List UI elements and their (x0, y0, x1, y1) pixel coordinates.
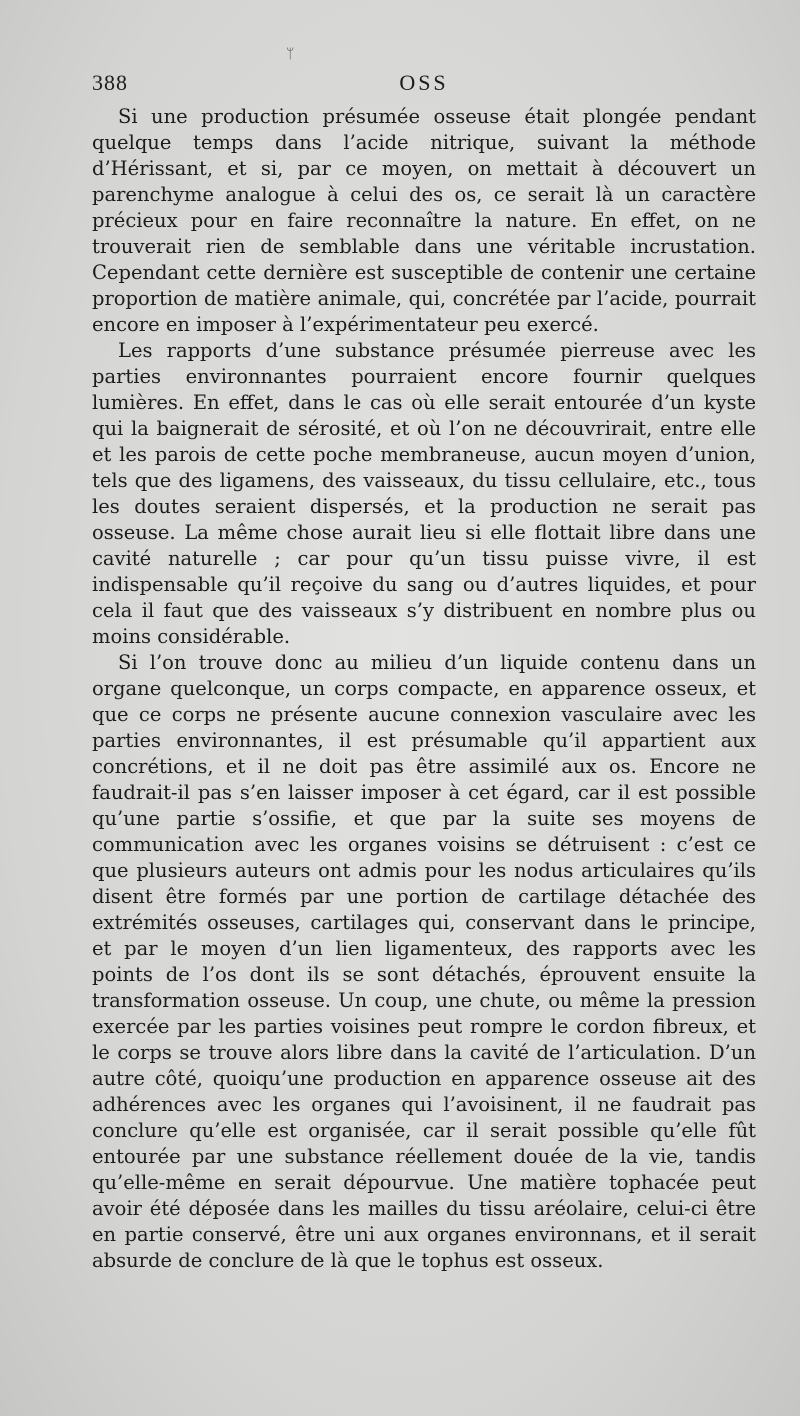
book-page (92, 70, 756, 1274)
print-speck: ᛘ (286, 46, 295, 62)
text-block (92, 104, 756, 1274)
page-number: 388 (92, 70, 128, 95)
running-title: OSS (399, 70, 449, 95)
paragraph-2: Les rapports d’une substance présumée pierreuse avec les parties environnantes pourraient encore fournir quelques lumières. En effet, dans le cas où elle serait entourée d’un kyste qui la baignerait de sérosité, et où l’on ne découvrirait, entre elle et les parois de cette poche membraneuse, aucun moyen d’union, tels que des ligamens, des vaisseaux, du tissu cellulaire, etc., tous les doutes seraient dispersés, et la production ne serait pas osseuse. La même chose aurait lieu si elle flottait libre dans une cavité naturelle ; car pour qu’un tissu puisse vivre, il est indispensable qu’il reçoive du sang ou d’autres liquides, et pour cela il faut que des vaisseaux s’y distribuent en nombre plus ou moins considérable. (92, 339, 756, 648)
paragraph-3: Si l’on trouve donc au milieu d’un liquide contenu dans un organe quelconque, un corps compacte, en apparence osseux, et que ce corps ne présente aucune connexion vasculaire avec les parties environnantes, il est présumable qu’il appartient aux concrétions, et il ne doit pas être assimilé aux os. Encore ne faudrait-il pas s’en laisser imposer à cet égard, car il est possible qu’une partie s’ossifie, et que par la suite ses moyens de communication avec les organes voisins se détruisent : c’est ce que plusieurs auteurs ont admis pour les nodus articulaires qu’ils disent être formés par une portion de cartilage détachée des extrémités osseuses, cartilages qui, conservant dans le principe, et par le moyen d’un lien ligamenteux, des rapports avec les points de l’os dont ils se sont détachés, éprouvent ensuite la transformation osseuse. Un coup, une chute, ou même la pression exercée par les parties voisines peut rompre le cordon fibreux, et le corps se trouve alors libre dans la cavité de l’articulation. D’un autre côté, quoiqu’une production en apparence osseuse ait des adhérences avec les organes qui l’avoisinent, il ne faudrait pas conclure qu’elle est organisée, car il serait possible qu’elle fût entourée par une substance réellement douée de la vie, tandis qu’elle-même en serait dépourvue. Une matière tophacée peut avoir été déposée dans les mailles du tissu aréolaire, celui-ci être en partie conservé, être uni aux organes environnans, et il serait absurde de conclure de là que le tophus est osseux. (92, 651, 756, 1272)
paragraph-1: Si une production présumée osseuse était plongée pendant quelque temps dans l’acide nitrique, suivant la méthode d’Hérissant, et si, par ce moyen, on mettait à découvert un parenchyme analogue à celui des os, ce serait là un caractère précieux pour en faire reconnaître la nature. En effet, on ne trouverait rien de semblable dans une véritable incrustation. Cependant cette dernière est susceptible de contenir une certaine proportion de matière animale, qui, concrétée par l’acide, pourrait encore en imposer à l’expérimentateur peu exercé. (92, 105, 756, 336)
running-head (92, 70, 756, 104)
